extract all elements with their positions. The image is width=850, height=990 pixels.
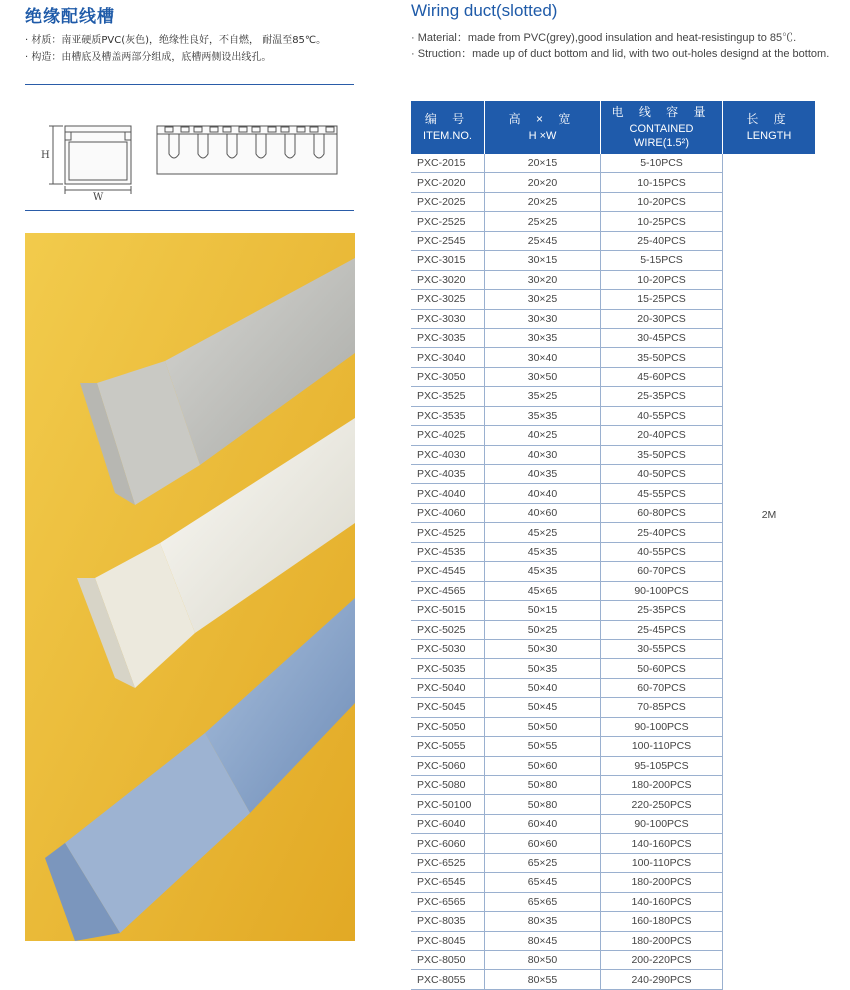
wire-capacity-cell: 25-35PCS (601, 601, 723, 620)
size-cell: 80×45 (485, 931, 601, 950)
wire-capacity-cell: 60-80PCS (601, 503, 723, 522)
size-cell: 40×30 (485, 445, 601, 464)
duct-cross-section-diagram (35, 118, 345, 203)
wire-capacity-cell: 20-40PCS (601, 426, 723, 445)
wire-capacity-cell: 10-15PCS (601, 173, 723, 192)
size-cell: 50×30 (485, 639, 601, 658)
item-no-cell: PXC-5040 (411, 678, 485, 697)
size-cell: 40×40 (485, 484, 601, 503)
size-cell: 80×35 (485, 912, 601, 931)
item-no-cell: PXC-5050 (411, 717, 485, 736)
wire-capacity-cell: 140-160PCS (601, 834, 723, 853)
size-cell: 50×35 (485, 659, 601, 678)
wire-capacity-cell: 10-25PCS (601, 212, 723, 231)
item-no-cell: PXC-8055 (411, 970, 485, 989)
size-cell: 30×15 (485, 251, 601, 270)
wire-capacity-cell: 180-200PCS (601, 873, 723, 892)
item-no-cell: PXC-2525 (411, 212, 485, 231)
wire-capacity-cell: 30-45PCS (601, 328, 723, 347)
size-cell: 40×35 (485, 465, 601, 484)
size-cell: 50×15 (485, 601, 601, 620)
item-no-cell: PXC-3015 (411, 251, 485, 270)
item-no-cell: PXC-5055 (411, 737, 485, 756)
size-cell: 80×50 (485, 950, 601, 969)
header-item-no: 编 号 ITEM.NO. (411, 101, 485, 154)
size-cell: 30×50 (485, 367, 601, 386)
item-no-cell: PXC-4040 (411, 484, 485, 503)
wire-capacity-cell: 60-70PCS (601, 678, 723, 697)
size-cell: 30×30 (485, 309, 601, 328)
wire-capacity-cell: 160-180PCS (601, 912, 723, 931)
item-no-cell: PXC-8035 (411, 912, 485, 931)
wire-capacity-cell: 100-110PCS (601, 853, 723, 872)
divider (25, 84, 354, 85)
item-no-cell: PXC-5060 (411, 756, 485, 775)
size-cell: 60×60 (485, 834, 601, 853)
en-bullets (411, 30, 831, 62)
size-cell: 25×45 (485, 231, 601, 250)
size-cell: 60×40 (485, 814, 601, 833)
item-no-cell: PXC-6060 (411, 834, 485, 853)
wire-capacity-cell: 40-50PCS (601, 465, 723, 484)
wire-capacity-cell: 10-20PCS (601, 192, 723, 211)
wire-capacity-cell: 140-160PCS (601, 892, 723, 911)
item-no-cell: PXC-6565 (411, 892, 485, 911)
wire-capacity-cell: 45-60PCS (601, 367, 723, 386)
cn-bullets (25, 32, 326, 66)
size-cell: 30×25 (485, 290, 601, 309)
item-no-cell: PXC-2015 (411, 154, 485, 173)
wire-capacity-cell: 25-35PCS (601, 387, 723, 406)
size-cell: 20×15 (485, 154, 601, 173)
en-bullet-material: · Material：made from PVC(grey),good insulation and heat-resistingup to 85℃. (411, 30, 831, 46)
item-no-cell: PXC-8050 (411, 950, 485, 969)
size-cell: 50×50 (485, 717, 601, 736)
size-cell: 45×35 (485, 542, 601, 561)
size-cell: 50×45 (485, 698, 601, 717)
divider (25, 210, 354, 211)
wire-capacity-cell: 180-200PCS (601, 931, 723, 950)
item-no-cell: PXC-50100 (411, 795, 485, 814)
wire-capacity-cell: 90-100PCS (601, 717, 723, 736)
wire-capacity-cell: 240-290PCS (601, 970, 723, 989)
wire-capacity-cell: 35-50PCS (601, 445, 723, 464)
size-cell: 45×25 (485, 523, 601, 542)
size-cell: 30×40 (485, 348, 601, 367)
table-header-row (411, 101, 815, 154)
wire-capacity-cell: 35-50PCS (601, 348, 723, 367)
wire-capacity-cell: 95-105PCS (601, 756, 723, 775)
item-no-cell: PXC-6545 (411, 873, 485, 892)
item-no-cell: PXC-4535 (411, 542, 485, 561)
cn-bullet-material: · 材质：南亚硬质PVC(灰色)，绝缘性良好，不自燃， 耐温至85℃。 (25, 32, 326, 49)
size-cell: 45×65 (485, 581, 601, 600)
size-cell: 20×20 (485, 173, 601, 192)
wire-capacity-cell: 40-55PCS (601, 406, 723, 425)
wire-capacity-cell: 45-55PCS (601, 484, 723, 503)
item-no-cell: PXC-3525 (411, 387, 485, 406)
size-cell: 20×25 (485, 192, 601, 211)
item-no-cell: PXC-4030 (411, 445, 485, 464)
size-cell: 50×55 (485, 737, 601, 756)
item-no-cell: PXC-3050 (411, 367, 485, 386)
wire-capacity-cell: 200-220PCS (601, 950, 723, 969)
item-no-cell: PXC-8045 (411, 931, 485, 950)
diagram-w-label: W (93, 192, 104, 203)
wire-capacity-cell: 25-45PCS (601, 620, 723, 639)
cn-bullet-structure: · 构造：由槽底及槽盖两部分组成，底槽两侧设出线孔。 (25, 49, 326, 66)
diagram-h-label: H (41, 150, 50, 161)
item-no-cell: PXC-3035 (411, 328, 485, 347)
item-no-cell: PXC-3030 (411, 309, 485, 328)
en-title: Wiring duct(slotted) (411, 1, 558, 20)
size-cell: 50×25 (485, 620, 601, 639)
size-cell: 40×25 (485, 426, 601, 445)
item-no-cell: PXC-3020 (411, 270, 485, 289)
size-cell: 25×25 (485, 212, 601, 231)
size-cell: 50×60 (485, 756, 601, 775)
size-cell: 50×80 (485, 795, 601, 814)
item-no-cell: PXC-2545 (411, 231, 485, 250)
spec-table (411, 101, 815, 990)
size-cell: 40×60 (485, 503, 601, 522)
size-cell: 65×65 (485, 892, 601, 911)
en-bullet-structure: · Struction：made up of duct bottom and lid, with two out-holes designd at the bottom. (411, 46, 831, 62)
wire-capacity-cell: 5-15PCS (601, 251, 723, 270)
wire-capacity-cell: 5-10PCS (601, 154, 723, 173)
size-cell: 50×80 (485, 776, 601, 795)
item-no-cell: PXC-4545 (411, 562, 485, 581)
item-no-cell: PXC-2020 (411, 173, 485, 192)
item-no-cell: PXC-6525 (411, 853, 485, 872)
size-cell: 35×35 (485, 406, 601, 425)
item-no-cell: PXC-4565 (411, 581, 485, 600)
table-row (411, 154, 815, 173)
item-no-cell: PXC-3535 (411, 406, 485, 425)
item-no-cell: PXC-5080 (411, 776, 485, 795)
item-no-cell: PXC-3040 (411, 348, 485, 367)
wire-capacity-cell: 60-70PCS (601, 562, 723, 581)
item-no-cell: PXC-2025 (411, 192, 485, 211)
wire-capacity-cell: 15-25PCS (601, 290, 723, 309)
item-no-cell: PXC-5030 (411, 639, 485, 658)
wire-capacity-cell: 25-40PCS (601, 523, 723, 542)
item-no-cell: PXC-4525 (411, 523, 485, 542)
size-cell: 80×55 (485, 970, 601, 989)
item-no-cell: PXC-5025 (411, 620, 485, 639)
wire-capacity-cell: 10-20PCS (601, 270, 723, 289)
cn-title: 绝缘配线槽 (25, 7, 115, 27)
size-cell: 65×25 (485, 853, 601, 872)
size-cell: 50×40 (485, 678, 601, 697)
size-cell: 45×35 (485, 562, 601, 581)
wire-capacity-cell: 220-250PCS (601, 795, 723, 814)
item-no-cell: PXC-4035 (411, 465, 485, 484)
size-cell: 65×45 (485, 873, 601, 892)
wire-capacity-cell: 20-30PCS (601, 309, 723, 328)
size-cell: 30×20 (485, 270, 601, 289)
wire-capacity-cell: 100-110PCS (601, 737, 723, 756)
wire-capacity-cell: 90-100PCS (601, 581, 723, 600)
wire-capacity-cell: 25-40PCS (601, 231, 723, 250)
wire-capacity-cell: 70-85PCS (601, 698, 723, 717)
wire-capacity-cell: 30-55PCS (601, 639, 723, 658)
wire-capacity-cell: 180-200PCS (601, 776, 723, 795)
item-no-cell: PXC-6040 (411, 814, 485, 833)
item-no-cell: PXC-3025 (411, 290, 485, 309)
header-wire-capacity: 电 线 容 量 CONTAINED WIRE(1.5²) (601, 101, 723, 154)
length-cell: 2M (761, 509, 777, 521)
header-size: 高 × 宽 H ×W (485, 101, 601, 154)
wire-capacity-cell: 40-55PCS (601, 542, 723, 561)
item-no-cell: PXC-4060 (411, 503, 485, 522)
header-length: 长 度 LENGTH (723, 101, 816, 154)
wire-capacity-cell: 90-100PCS (601, 814, 723, 833)
item-no-cell: PXC-5045 (411, 698, 485, 717)
size-cell: 35×25 (485, 387, 601, 406)
item-no-cell: PXC-4025 (411, 426, 485, 445)
product-photo (25, 233, 355, 941)
wire-capacity-cell: 50-60PCS (601, 659, 723, 678)
size-cell: 30×35 (485, 328, 601, 347)
item-no-cell: PXC-5035 (411, 659, 485, 678)
item-no-cell: PXC-5015 (411, 601, 485, 620)
